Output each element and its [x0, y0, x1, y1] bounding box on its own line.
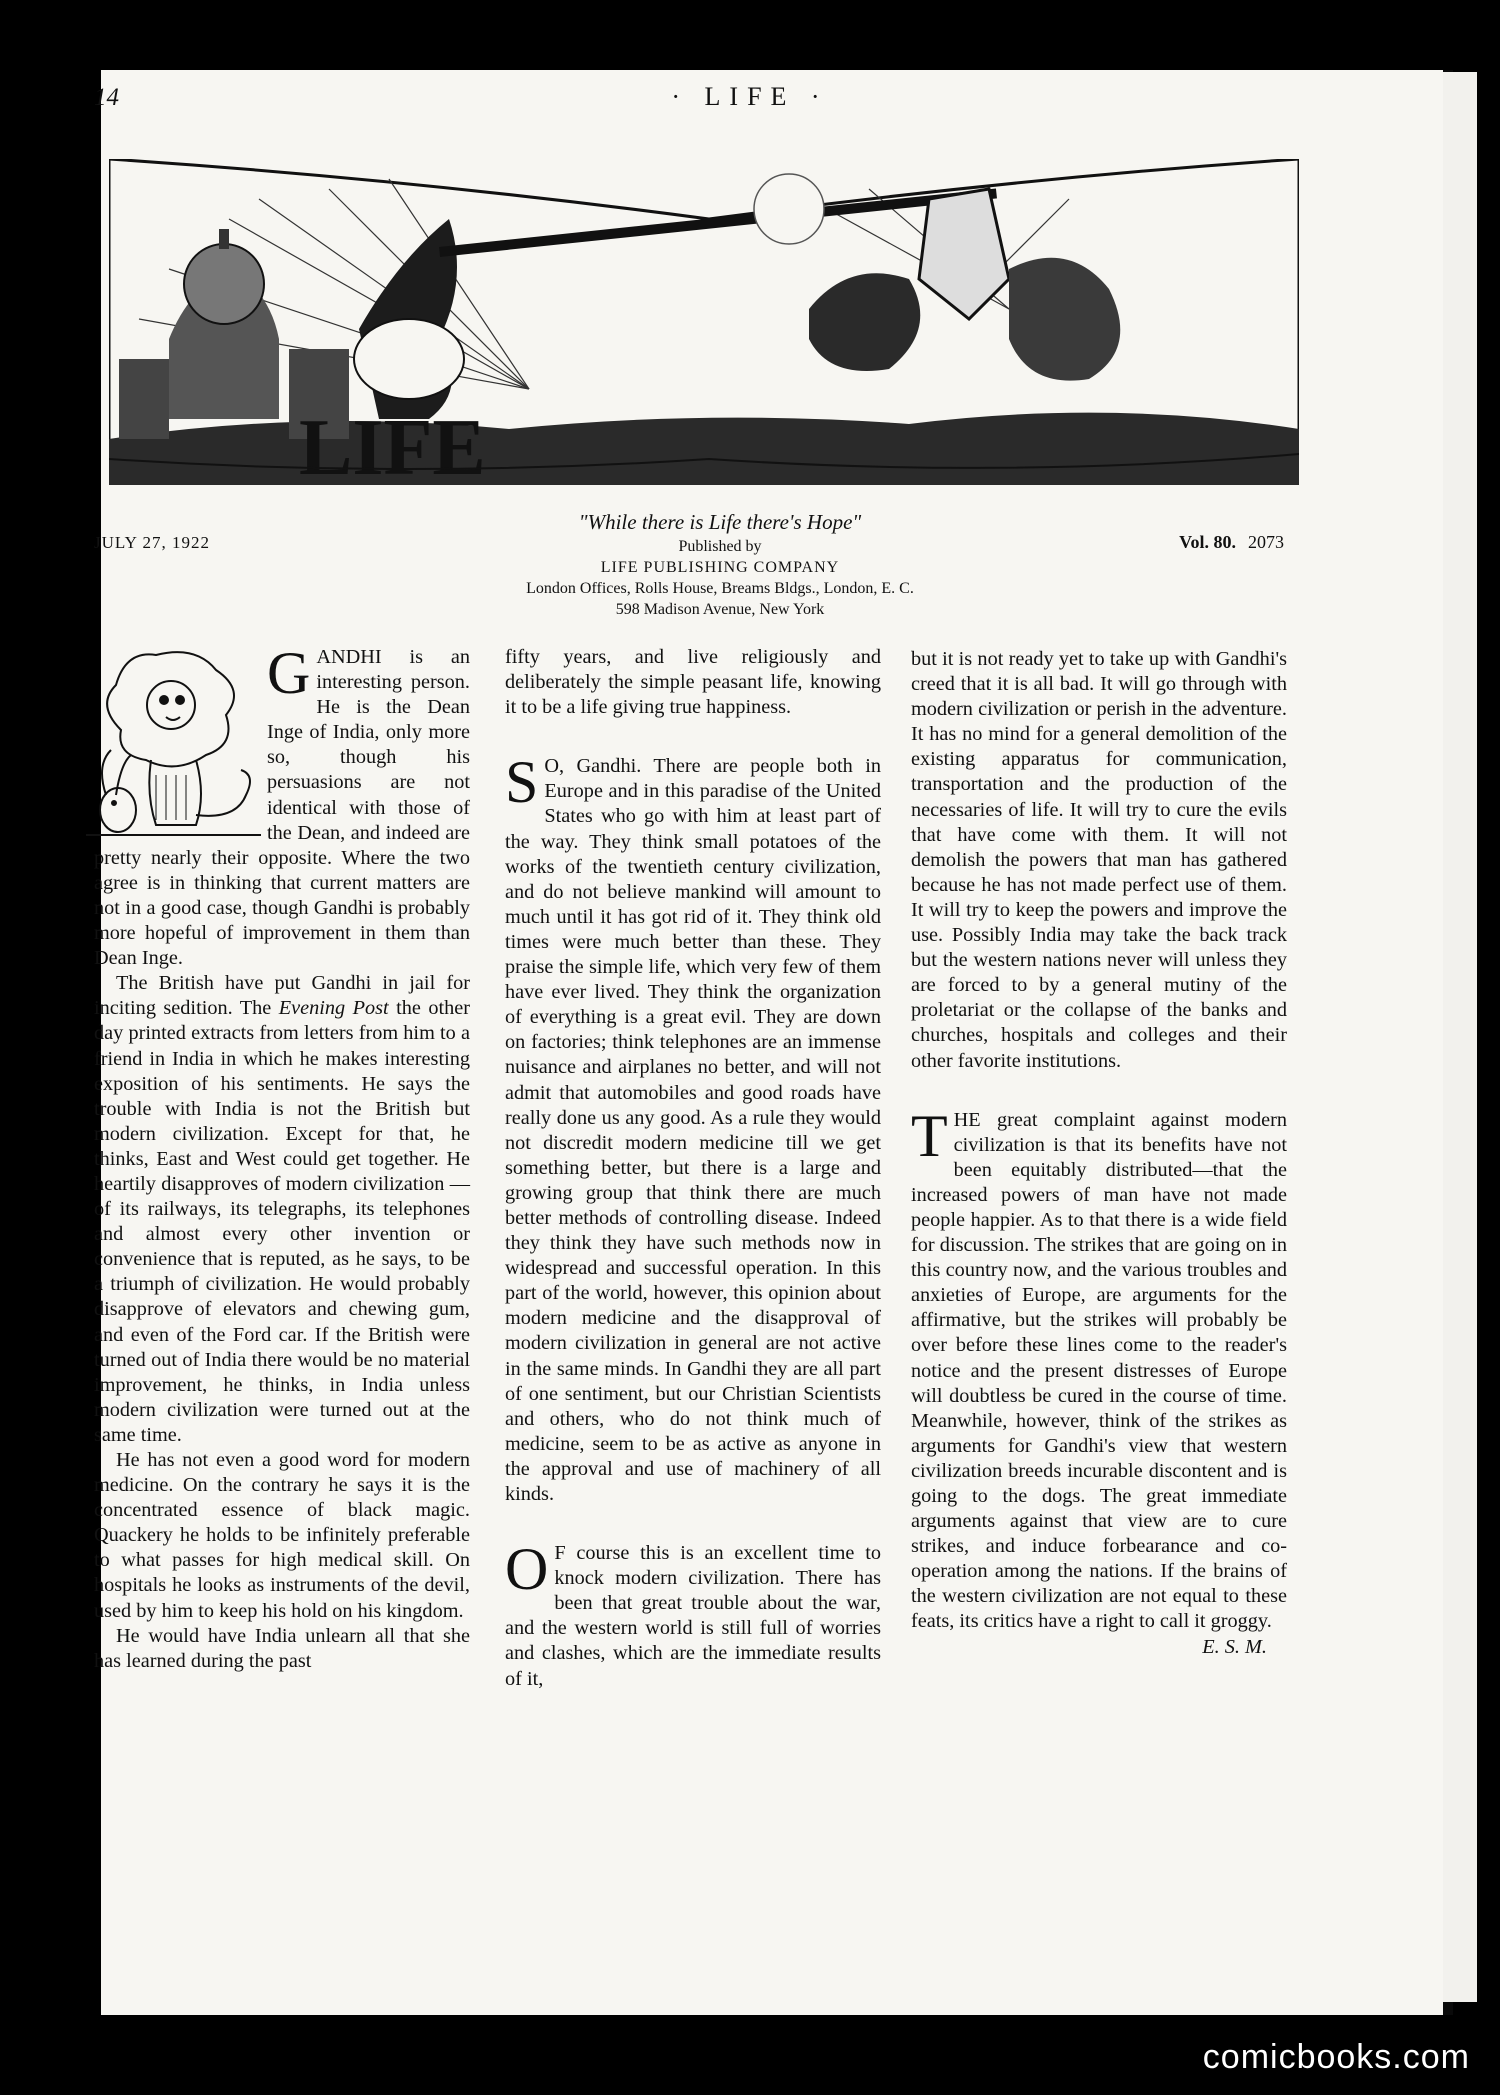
publication-name: Evening Post [278, 997, 389, 1020]
watermark: comicbooks.com [1202, 2038, 1470, 2076]
motto: "While there is Life there's Hope" [578, 510, 862, 534]
adjacent-page-edge [1443, 72, 1477, 2002]
paragraph-2-start: The British have put Gandhi in jail for inciting sedition. The [94, 972, 470, 1020]
paragraph-4: fifty years, and live religiously and deliberately the simple peasant life, knowing it to be a life giving true happiness. [505, 646, 881, 719]
paragraph-4-start: He would have India unlearn all that she has learned during the past [94, 1624, 470, 1672]
paragraph-6: but it is not ready yet to take up with Gandhi's creed that it is all bad. It will go through with modern civilization or perish in the adventure. It has no mind for a general demolition of the existing apparatus for communication, transportation and the production of the necessaries of life. It will try to cure the evils that have come with them. It will not demolish the powers that man has gathered because he has not made perfect use of them. It will try to keep the powers and improve the use. Possibly India may take the back track but the western nations never will unless they are forced to by a general mutiny of the proletariat or the collapse of the banks and churches, hospitals and colleges and their other favorite institutions. [911, 648, 1287, 1072]
author-signature: E. S. M. [1202, 1635, 1267, 1658]
drop-cap: S [505, 749, 539, 816]
volume-label: Vol. 80. [1179, 532, 1236, 552]
drop-cap: O [505, 1536, 549, 1603]
lion-and-rabbit-illustration [86, 645, 261, 841]
article-column-1 [94, 640, 471, 1674]
paragraph-1: ANDHI is an interesting person. He is the Dean Inge of India, only more so, though his persuasions are not identical with those of the Dean, and indeed are pretty nearly their opposite. Where the two agree is in thinking that current matters are not in a good case, though Gandhi is probably more hopeful of improvement in them than Dean Inge. [94, 646, 470, 970]
article-column-2 [505, 645, 881, 1692]
publisher-name: LIFE PUBLISHING COMPANY [600, 559, 840, 576]
paragraph-3: He has not even a good word for modern medicine. On the contrary he says it is the concentrated essence of black magic. Quackery he holds to be infinitely preferable to what passes for high medical skill. On hospitals he looks as instruments of the devil, used by him to keep his hold on his kingdom. [94, 1449, 470, 1622]
paragraph-6-start: O F course this is an excellent time to knock modern civilization. There has been that great trouble about the war, and the western world is still full of worries and clashes, which are the immediate results of it, [505, 1536, 881, 1690]
drop-cap: G [267, 640, 311, 706]
issue-number: 2073 [1248, 532, 1284, 552]
page-number: 14 [94, 84, 119, 111]
paragraph-2-end: the other day printed extracts from letters from him to a friend in India in which he makes interesting exposition of his sentiments. He says the trouble with India is not the British but modern civilization. Except for that, he thinks, East and West could get together. He heartily disapproves of modern civilization — of its railways, its telegraphs, its telephones and almost every other invention or convenience that is reputed, as he says, to be a triumph of civilization. He would probably disapprove of elevators and chewing gum, and even of the Ford car. If the British were turned out of India there would be no material improvement, he thinks, in India unless modern civilization were turned out at the same time. [94, 997, 471, 1446]
running-title: · LIFE · [671, 82, 829, 111]
article-column-3 [911, 645, 1287, 1660]
masthead-illustration [109, 159, 1299, 485]
new-york-address: 598 Madison Avenue, New York [615, 601, 825, 618]
publisher-block [460, 512, 980, 620]
drop-cap: T [911, 1102, 948, 1169]
london-address: London Offices, Rolls House, Breams Bldgs., London, E. C. [526, 580, 914, 597]
published-by: Published by [678, 538, 762, 555]
issue-date: JULY 27, 1922 [94, 533, 210, 552]
banner-life-lettering: LIFE [299, 404, 486, 485]
volume-info [1179, 532, 1284, 553]
paragraph-7: HE great complaint against modern civilization is that its benefits have not been equitably distributed—that the increased powers of man have not made people happier. As to that there is a wide field for discussion. The strikes that are going on in this country now, and the various troubles and anxieties of Europe, are arguments for the affirmative, but the strikes will probably be over before these lines come to the reader's notice and the present distresses of Europe will doubtless be cured in the course of time. Meanwhile, however, think of the strikes as arguments for Gandhi's view that western civilization breeds incurable discontent and is going to the dogs. The great immediate arguments against that view are to cure strikes, and induce forbearance and co-operation among the nations. If the brains of the western civilization are not equal to these feats, its critics have a right to call it groggy. [911, 1108, 1287, 1633]
paragraph-5: O, Gandhi. There are people both in Europe and in this paradise of the United States who go with him at least part of the way. They think small potatoes of the works of the twentieth century civilization, and do not believe mankind will amount to much until it has got rid of it. They think old times were much better than these. They praise the simple life, which very few of them have ever lived. They think the organization of everything is a great evil. They are down on factories; think telephones are an immense nuisance and airplanes no better, and will not admit that automobiles and good roads have really done us any good. As a rule they would not discredit modern medicine till we get something better, but there is a large and growing group that think there are much better methods of controlling disease. Indeed they think they have such methods now in widespread and successful operation. In this part of the world, however, this opinion about modern medicine and the disapproval of modern civilization in general are not active in the same minds. In Gandhi they are all part of one sentiment, but our Christian Scientists and others, who do not think much of medicine, seem to be as active as anyone in the approval and use of machinery of all kinds. [505, 755, 881, 1505]
